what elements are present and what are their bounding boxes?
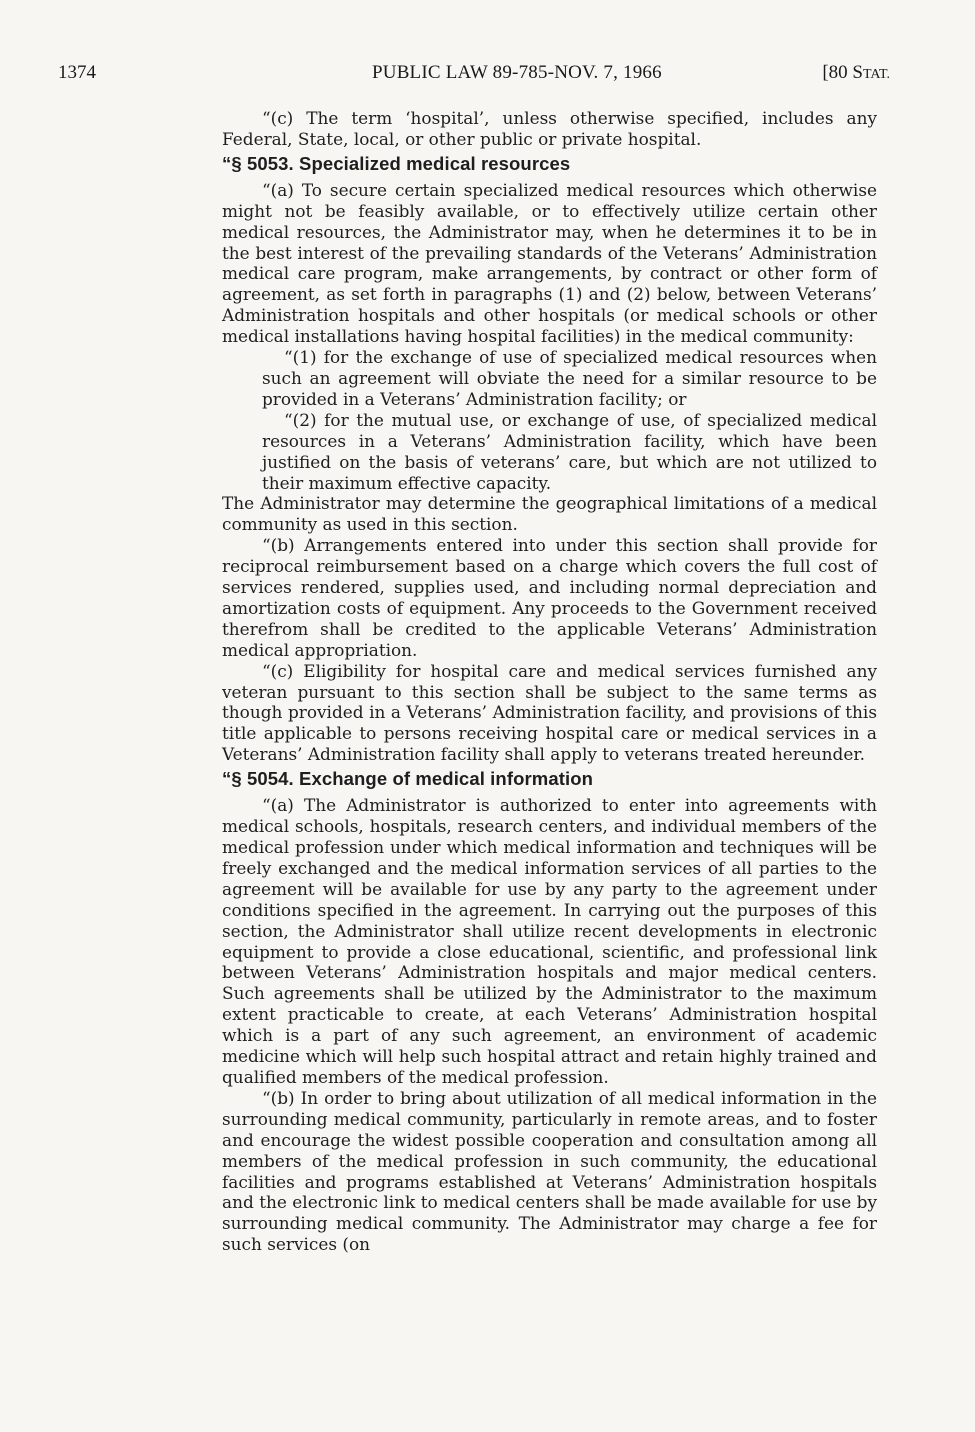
paragraph-5054-b: “(b) In order to bring about utilization of all medical information in the surrounding medical community, particularly in remote areas, and to foster and encourage the widest possible cooperation and consultation among all members of the medical profession in such community, the educational facilities and programs established at Veterans’ Administration hospitals and the electronic link to medical centers shall be made available for use by surrounding medical community. The Administrator may charge a fee for such services (on [222,1087,877,1255]
paragraph-definition-hospital: “(c) The term ‘hospital’, unless otherwise specified, includes any Federal, State, local, or other public or private hospital. [222,108,877,149]
section-heading-5054: “§ 5054. Exchange of medical information [222,768,594,790]
volume-prefix: [80 S [822,62,863,83]
page-header [58,62,890,86]
list-item-1: “(1) for the exchange of use of specialized medical resources when such an agreement will obviate the need for a similar resource to be provided in a Veterans’ Administration facility; or [262,347,877,409]
enumerated-list [222,347,877,493]
running-head: PUBLIC LAW 89-785-NOV. 7, 1966 [372,62,662,83]
volume-citation [822,62,890,84]
page-number: 1374 [58,62,96,83]
paragraph-5053-b: “(b) Arrangements entered into under this section shall provide for reciprocal reimbursement based on a charge which covers the full cost of services rendered, supplies used, and including normal depreciation and amortization costs of equipment. Any proceeds to the Government received therefrom shall be credited to the applicable Veterans’ Administration medical appropriation. [222,535,877,660]
paragraph-5053-c: “(c) Eligibility for hospital care and medical services furnished any veteran pursuant to this section shall be subject to the same terms as though provided in a Veterans’ Administration facility, and provisions of this title applicable to persons receiving hospital care or medical services in a Veterans’ Administration facility shall apply to veterans treated hereunder. [222,660,877,765]
volume-suffix: TAT. [862,67,890,82]
paragraph-5054-a: “(a) The Administrator is authorized to enter into agreements with medical schools, hospitals, research centers, and individual members of the medical profession under which medical information and techniques will be freely exchanged and the medical information services of all parties to the agreement will be available for use by any party to the agreement under conditions specified in the agreement. In carrying out the purposes of this section, the Administrator shall utilize recent developments in electronic equipment to provide a close educational, scientific, and professional link between Veterans’ Administration hospitals and major medical centers. Such agreements shall be utilized by the Administrator to the maximum extent practicable to create, at each Veterans’ Administration hospital which is a part of any such agreement, an environment of academic medicine which will help such hospital attract and retain highly trained and qualified members of the medical profession. [222,795,877,1087]
list-item-2: “(2) for the mutual use, or exchange of use, of specialized medical resources in a Veterans’ Administration facility, which have been justified on the basis of veterans’ care, but which are not utilized to their maximum effective capacity. [262,409,877,493]
paragraph-geographical-limits: The Administrator may determine the geographical limitations of a medical community as used in this section. [222,493,877,535]
paragraph-5053-a: “(a) To secure certain specialized medical resources which otherwise might not be feasibly available, or to effectively utilize certain other medical resources, the Administrator may, when he determines it to be in the best interest of the prevailing standards of the Veterans’ Administration medical care program, make arrangements, by contract or other form of agreement, as set forth in paragraphs (1) and (2) below, between Veterans’ Administration hospitals and other hospitals (or medical schools or other medical installations having hospital facilities) in the medical community: [222,179,877,347]
body-text [222,108,877,1255]
section-heading-5053: “§ 5053. Specialized medical resources [222,152,571,174]
